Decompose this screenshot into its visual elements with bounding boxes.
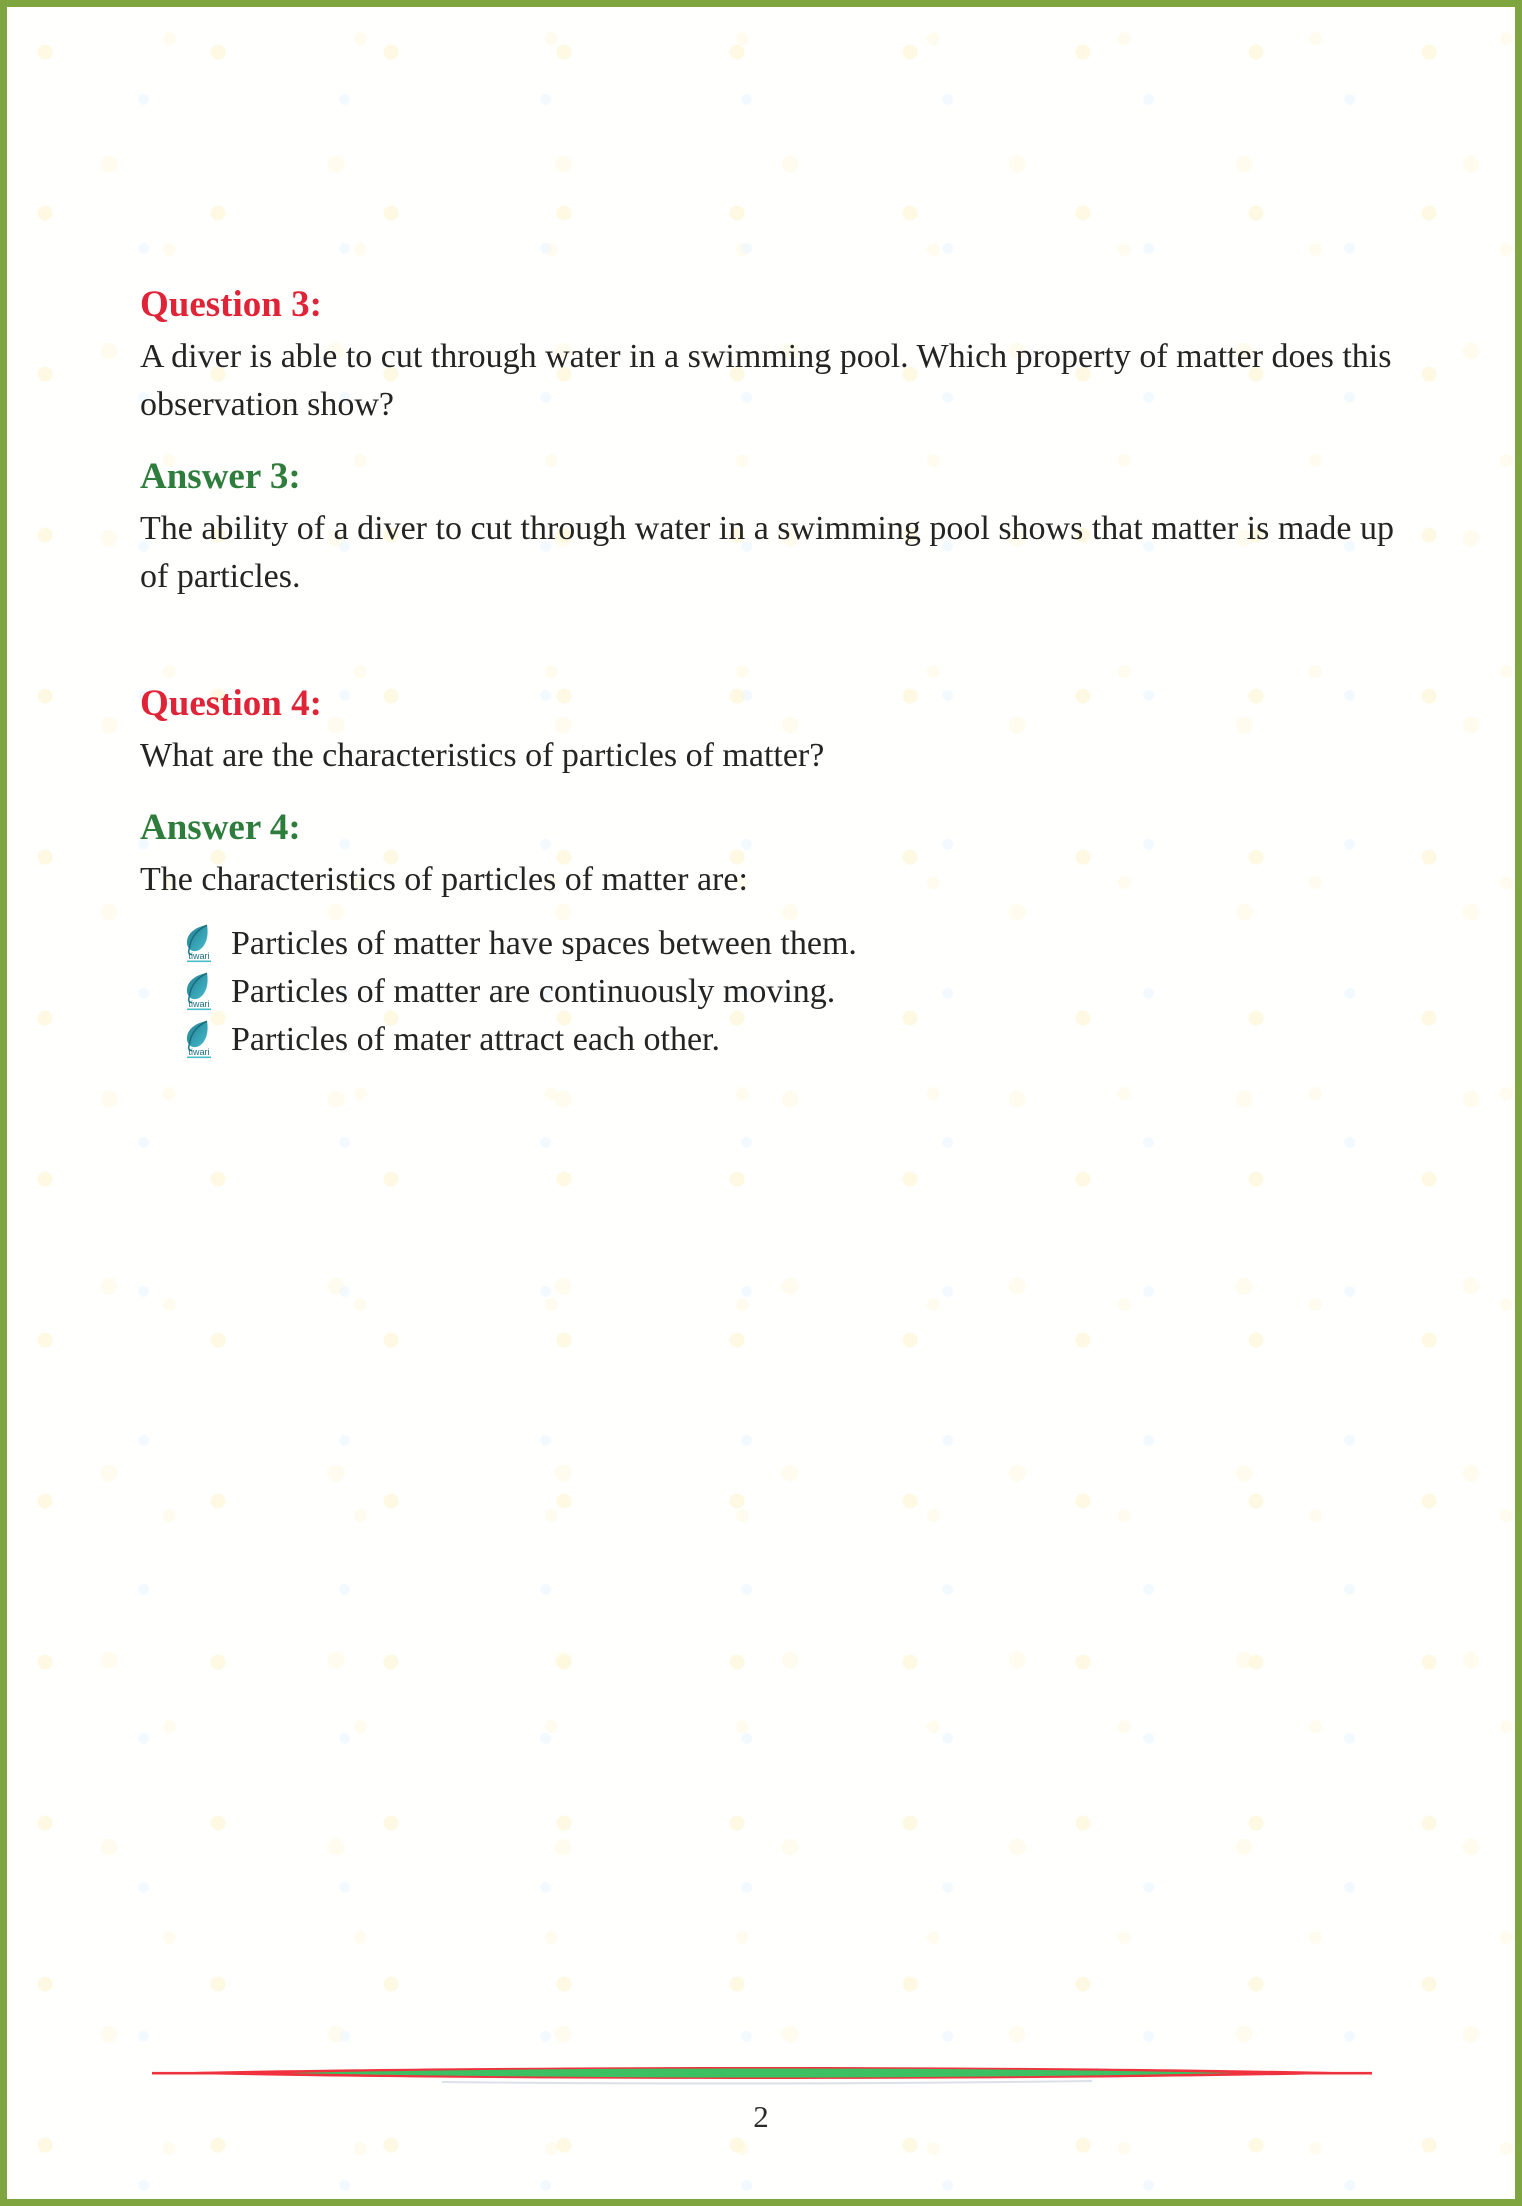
list-item <box>182 920 1397 968</box>
svg-text:tiwari: tiwari <box>188 1047 210 1057</box>
list-item-text: Particles of mater attract each other. <box>231 1021 720 1058</box>
list-item <box>182 968 1397 1016</box>
question-3-text: A diver is able to cut through water in a swimming pool. Which property of matter does this observation show? <box>140 338 1392 423</box>
tiwari-leaf-icon <box>182 1020 214 1060</box>
answer-4-heading: Answer 4: <box>140 807 301 848</box>
list-item <box>182 1016 1397 1064</box>
svg-text:tiwari: tiwari <box>188 999 210 1009</box>
list-item-text: Particles of matter are continuously moving. <box>231 973 836 1010</box>
qa-block-3 <box>140 284 1397 601</box>
list-item-text: Particles of matter have spaces between them. <box>231 925 857 962</box>
tiwari-leaf-icon <box>182 924 214 964</box>
question-4-heading: Question 4: <box>140 683 322 724</box>
answer-3-text: The ability of a diver to cut through water in a swimming pool shows that matter is made up of particles. <box>140 510 1394 595</box>
question-4-text: What are the characteristics of particles of matter? <box>140 737 825 774</box>
qa-block-4 <box>140 683 1397 1064</box>
tiwari-leaf-icon <box>182 972 214 1012</box>
question-3-heading: Question 3: <box>140 284 322 325</box>
page-content <box>7 7 1515 1064</box>
page-number: 2 <box>753 2099 769 2134</box>
footer-divider-ornament <box>152 2065 1372 2087</box>
answer-4-text: The characteristics of particles of matter are: <box>140 861 748 898</box>
characteristics-list <box>140 920 1397 1064</box>
svg-text:tiwari: tiwari <box>188 951 210 961</box>
answer-3-heading: Answer 3: <box>140 456 301 497</box>
